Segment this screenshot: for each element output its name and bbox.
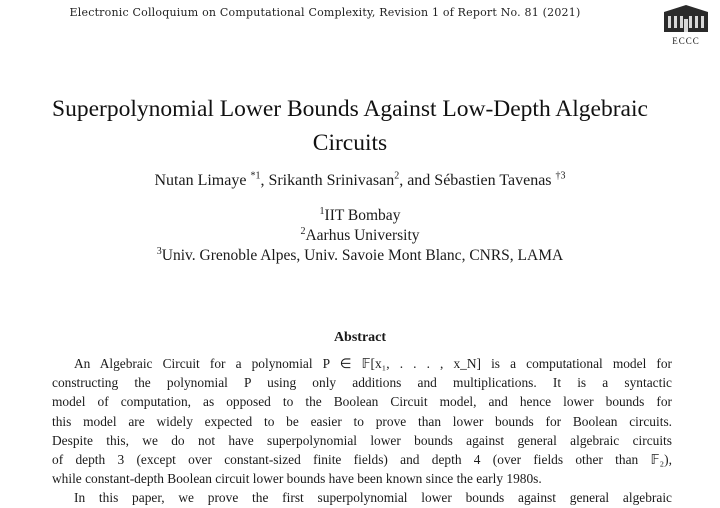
affiliation-3 [0,246,720,266]
abstract-line: In this paper, we prove the first superpolynomial lower bounds against general algebraic [74,490,672,506]
author-3-mark: †3 [555,170,566,182]
affiliation-3-mark: 3 [156,245,162,257]
author-2-name: , Srikanth Srinivasan [260,172,395,189]
building-icon [662,4,710,34]
author-1-name: Nutan Limaye [154,172,251,189]
affiliation-1 [0,206,720,226]
journal-header: Electronic Colloquium on Computational Complexity, Revision 1 of Report No. 81 (2021) [69,6,581,19]
abstract-line: Despite this, we do not have superpolynomial lower bounds against general algebraic circuits [52,432,672,448]
abstract-line: this model are widely expected to be easier to prove than lower bounds for Boolean circuits. [52,413,672,429]
author-3-name: , and Sébastien Tavenas [399,172,556,189]
author-list [0,172,720,190]
abstract-line: of depth 3 (except over constant-sized finite fields) and depth 4 (over fields other than 𝔽₂), [52,452,672,468]
logo-text: ECCC [672,36,700,46]
affiliation-3-text: Univ. Grenoble Alpes, Univ. Savoie Mont Blanc, CNRS, LAMA [161,247,564,264]
abstract-body [52,354,672,508]
abstract-line: while constant-depth Boolean circuit lower bounds have been known since the early 1980s. [52,471,542,487]
affiliation-2-text: Aarhus University [305,227,420,244]
abstract-line: model of computation, as opposed to the Boolean Circuit model, and hence lower bounds for [52,394,672,410]
eccc-logo [662,4,710,44]
affiliations [0,206,720,266]
paper-title [20,92,680,160]
author-1-mark: *1 [250,170,261,182]
title-line-2: Circuits [312,130,388,156]
affiliation-2-mark: 2 [300,225,306,237]
author-2-mark: 2 [394,170,400,182]
abstract-heading: Abstract [333,330,387,345]
abstract-line: An Algebraic Circuit for a polynomial P ∈ 𝔽[x₁, . . . , x_N] is a computational model for [74,356,672,371]
title-line-1: Superpolynomial Lower Bounds Against Low-Depth Algebraic [52,96,648,122]
abstract-line: constructing the polynomial P using only additions and multiplications. It is a syntactic [52,375,672,391]
affiliation-2 [0,226,720,246]
affiliation-1-mark: 1 [319,205,325,217]
affiliation-1-text: IIT Bombay [324,207,401,224]
